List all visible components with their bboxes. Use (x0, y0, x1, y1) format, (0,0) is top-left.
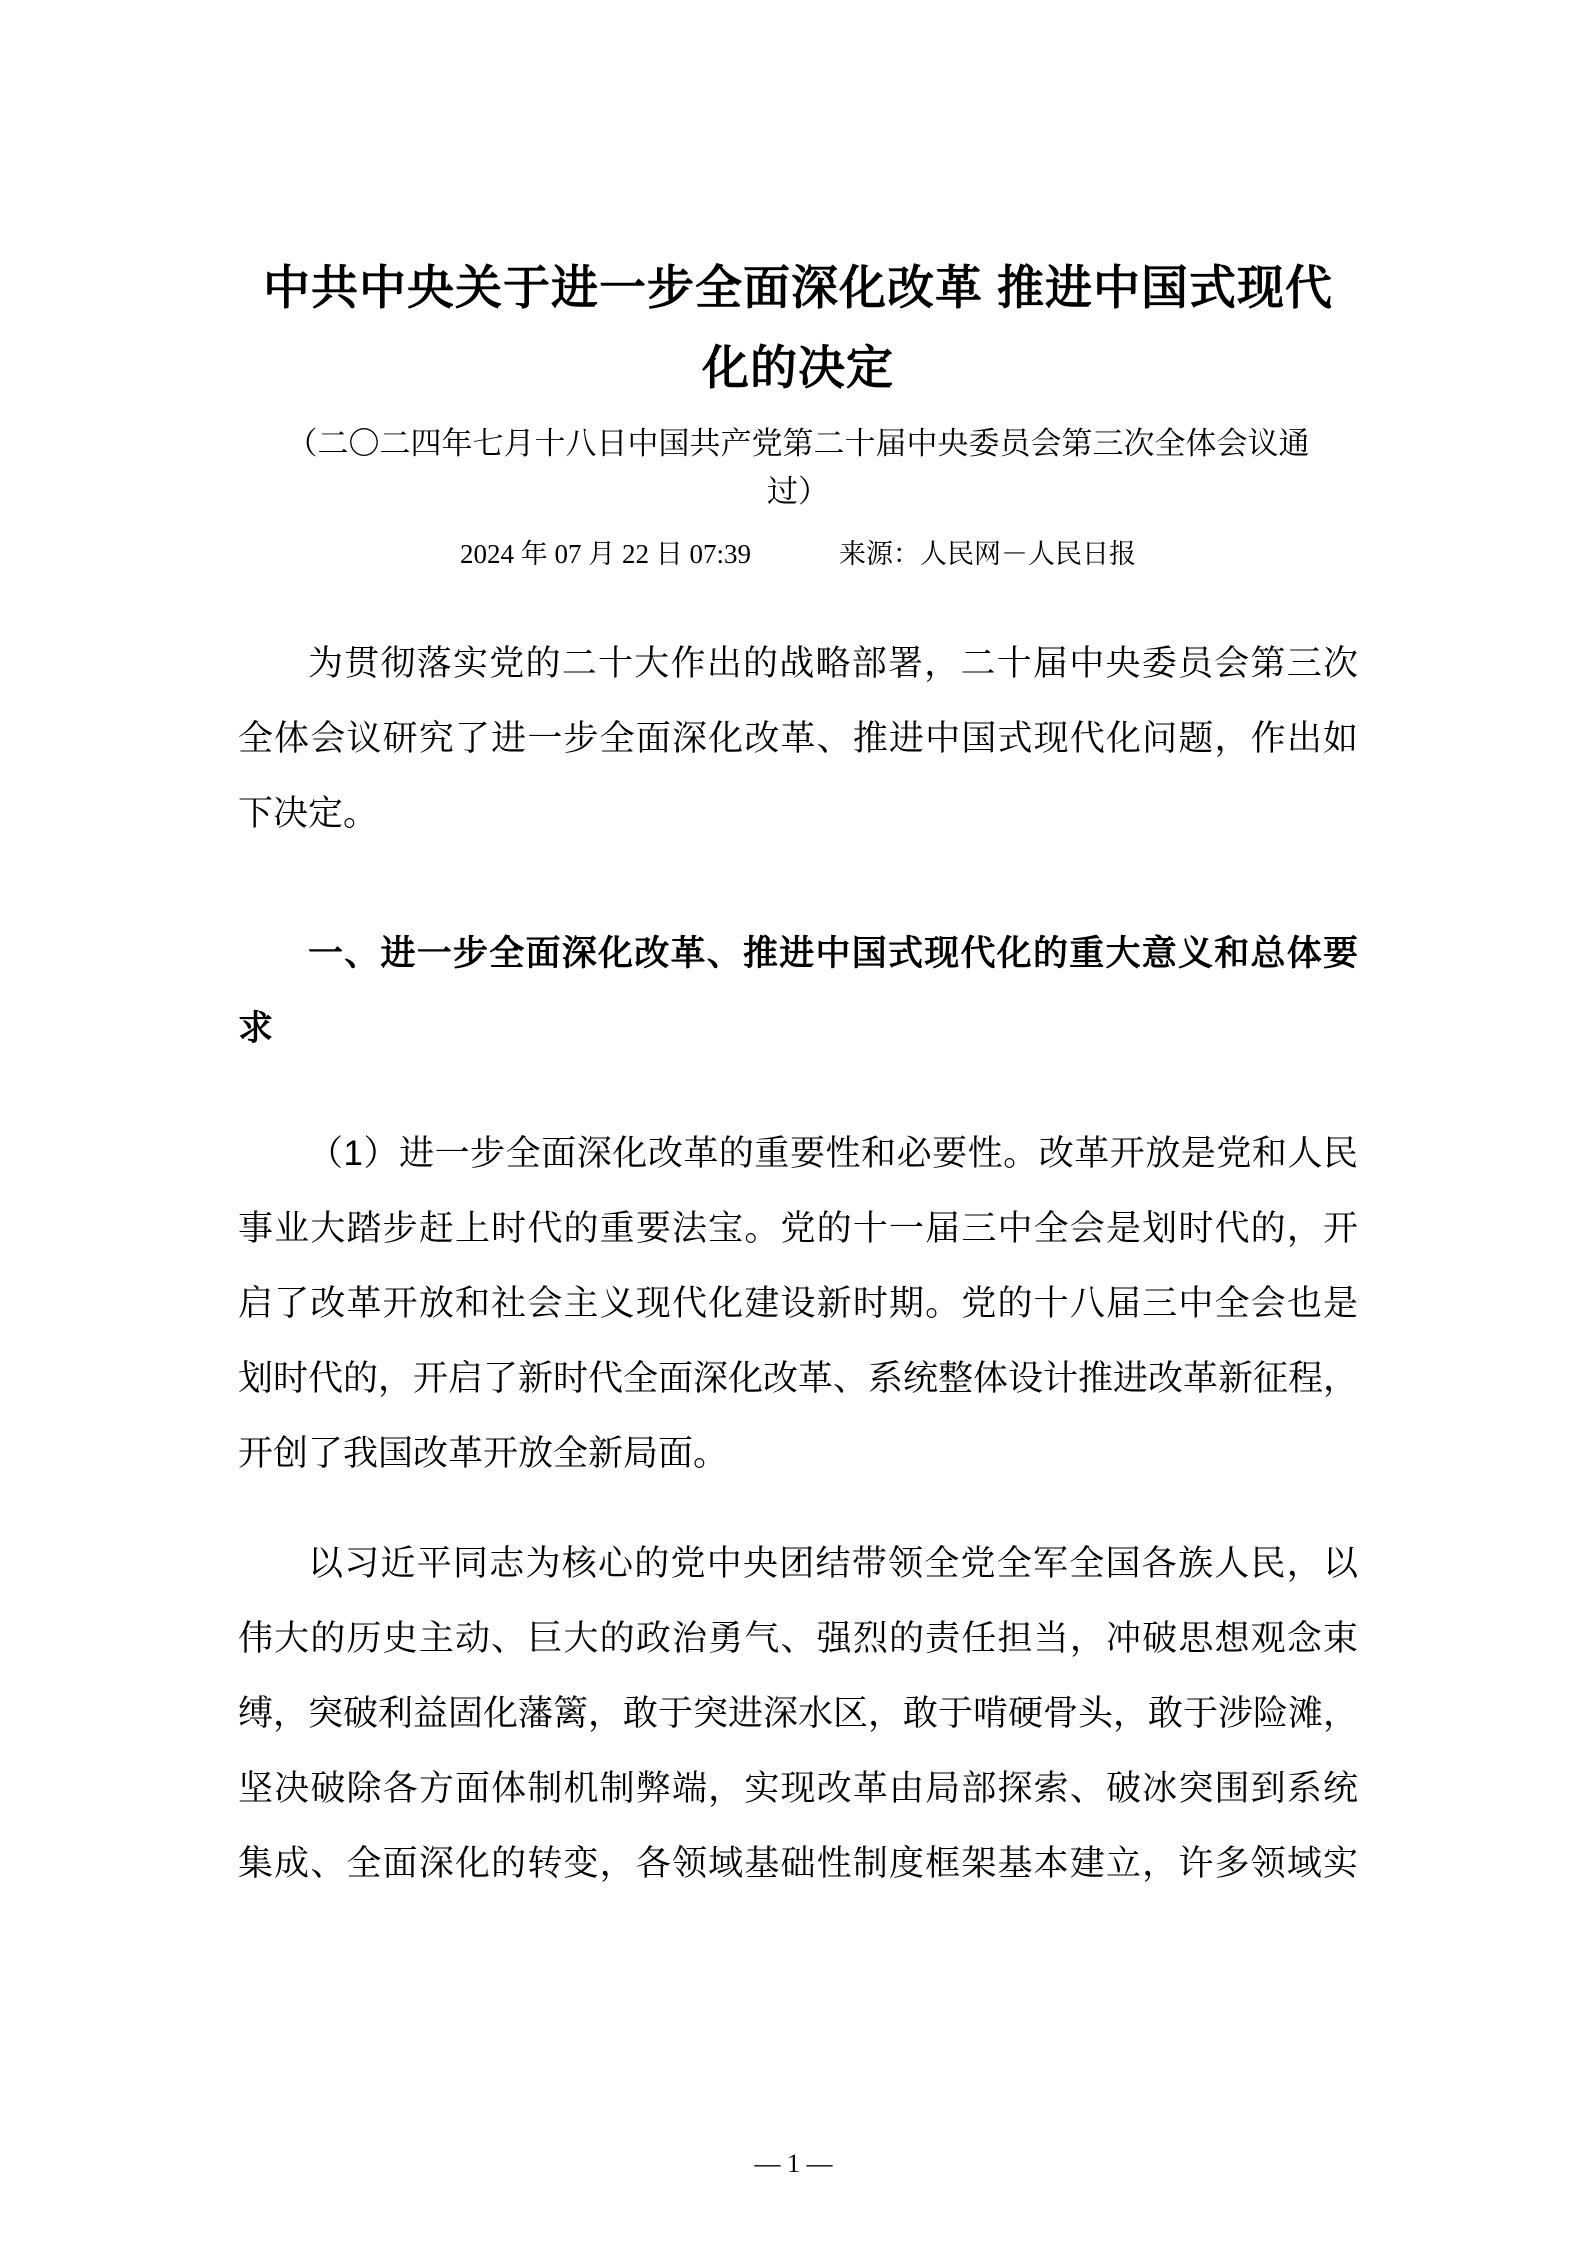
paragraph-line: 集成、全面深化的转变，各领域基础性制度框架基本建立，许多领域实 (238, 1844, 1358, 1883)
paragraph-line: 划时代的，开启了新时代全面深化改革、系统整体设计推进改革新征程， (238, 1359, 1359, 1398)
meta-line (238, 536, 1358, 572)
body-paragraph-2 (238, 1116, 1358, 1491)
paragraph-line: 全体会议研究了进一步全面深化改革、推进中国式现代化问题，作出如 (238, 719, 1358, 758)
paragraph-line: 伟大的历史主动、巨大的政治勇气、强烈的责任担当，冲破思想观念束 (238, 1619, 1358, 1658)
paragraph-line: 事业大踏步赶上时代的重要法宝。党的十一届三中全会是划时代的，开 (238, 1209, 1358, 1248)
title-line-2: 化的决定 (702, 341, 894, 394)
title-line-1: 中共中央关于进一步全面深化改革 推进中国式现代 (262, 261, 1334, 314)
body-paragraph-1 (238, 626, 1358, 851)
paragraph-line: （1）进一步全面深化改革的重要性和必要性。改革开放是党和人民 (308, 1134, 1358, 1173)
paragraph-line: 启了改革开放和社会主义现代化建设新时期。党的十八届三中全会也是 (238, 1284, 1358, 1323)
paragraph-line: 为贯彻落实党的二十大作出的战略部署，二十届中央委员会第三次 (308, 644, 1358, 683)
document-title (238, 248, 1358, 408)
paragraph-line: 以习近平同志为核心的党中央团结带领全党全军全国各族人民，以 (308, 1544, 1358, 1583)
page-number: — 1 — (754, 2149, 833, 2178)
page-footer (0, 2147, 1587, 2180)
publish-datetime: 2024 年 07 月 22 日 07:39 (459, 539, 751, 569)
body-paragraph-3 (238, 1526, 1358, 1901)
paragraph-line: 坚决破除各方面体制机制弊端，实现改革由局部探索、破冰突围到系统 (238, 1769, 1358, 1808)
paragraph-line: 开创了我国改革开放全新局面。 (238, 1434, 729, 1473)
subtitle-line-1: （二〇二四年七月十八日中国共产党第二十届中央委员会第三次全体会议通 (286, 426, 1310, 461)
heading-line: 求 (238, 1009, 274, 1048)
heading-line: 一、进一步全面深化改革、推进中国式现代化的重大意义和总体要 (308, 934, 1358, 973)
paragraph-line: 下决定。 (238, 794, 379, 833)
paragraph-line: 缚，突破利益固化藩篱，敢于突进深水区，敢于啃硬骨头，敢于涉险滩， (238, 1694, 1359, 1733)
section-heading (238, 916, 1358, 1066)
subtitle-line-2: 过） (767, 474, 829, 509)
source-label: 来源：人民网－人民日报 (839, 539, 1136, 569)
document-subtitle (238, 420, 1358, 516)
